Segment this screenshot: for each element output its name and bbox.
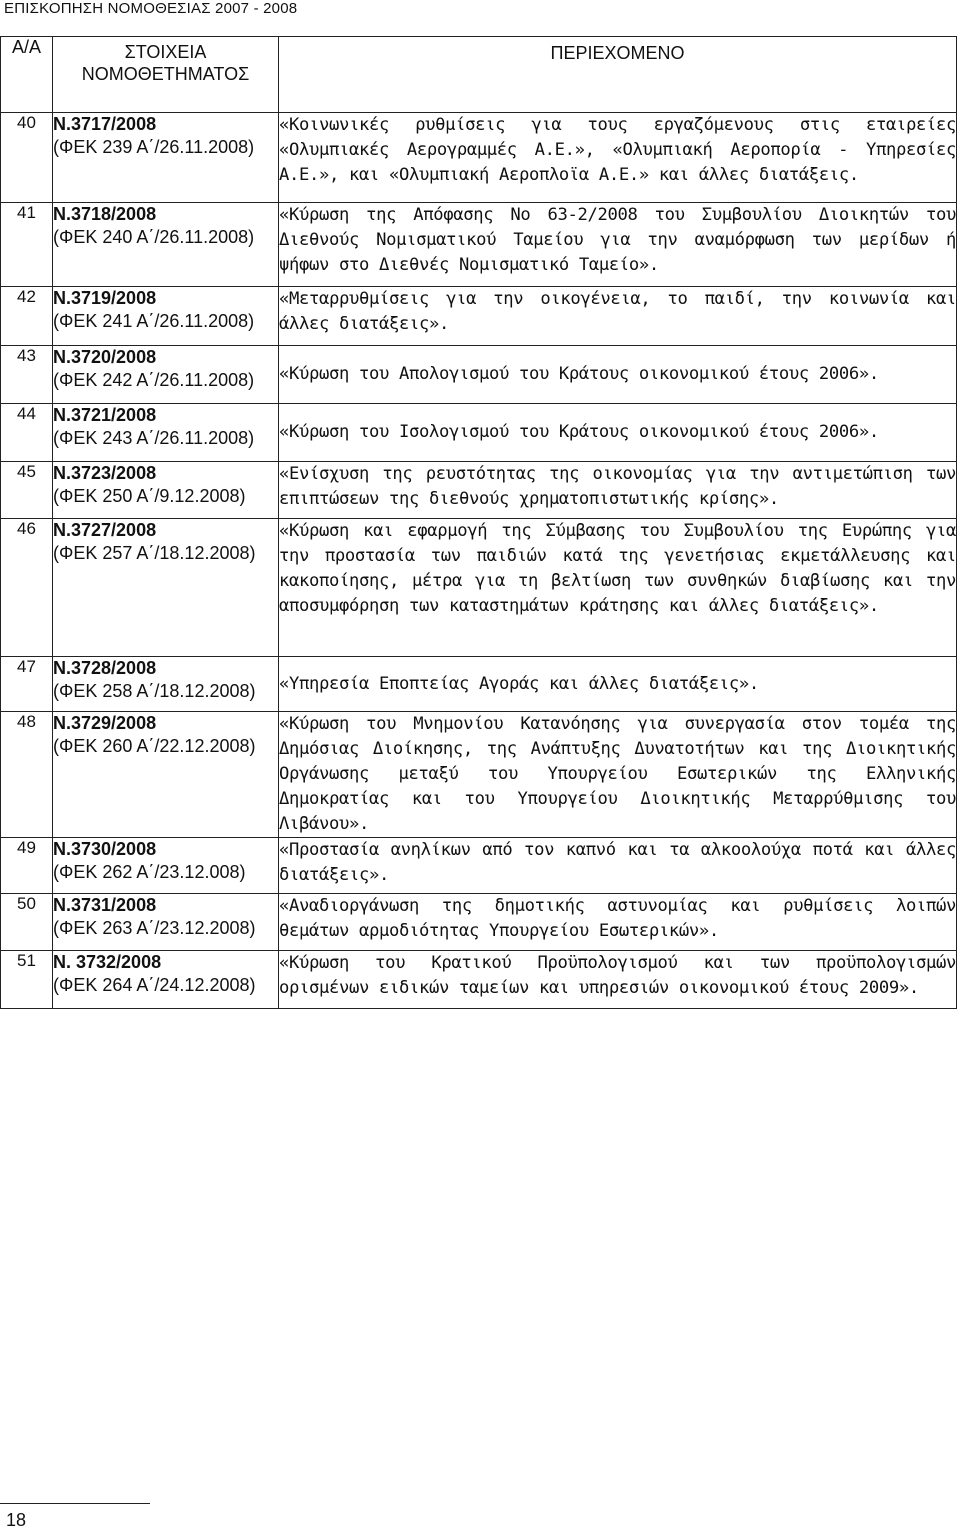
law-number: Ν. 3732/2008: [53, 952, 162, 972]
law-fek: (ΦΕΚ 257 Α΄/18.12.2008): [53, 543, 256, 563]
legislation-table: [0, 36, 957, 1009]
table-row: [1, 712, 957, 838]
law-number: Ν.3730/2008: [53, 839, 157, 859]
law-cell: [53, 404, 279, 462]
law-cell: [53, 838, 279, 894]
table-row: [1, 113, 957, 203]
table-row: [1, 203, 957, 287]
table-row: [1, 951, 957, 1009]
content-cell: «Κύρωση του Μνημονίου Κατανόησης για συνεργασία στον τομέα της Δημόσιας Διοίκησης, της Ανάπτυξης Δυνατοτήτων και της Διοικητικής Οργάνωσης μεταξύ του Υπουργείου Εσωτερικών της Ελληνικής Δημοκρατίας και του Υπουργείου Διοικητικής Μεταρρύθμισης του Λιβάνου».: [279, 712, 957, 838]
row-number: 49: [1, 838, 53, 894]
table-row: [1, 404, 957, 462]
row-number: 40: [1, 113, 53, 203]
table-row: [1, 894, 957, 951]
law-fek: (ΦΕΚ 242 Α΄/26.11.2008): [53, 370, 255, 390]
table-row: [1, 287, 957, 346]
row-number: 47: [1, 657, 53, 712]
law-cell: [53, 113, 279, 203]
law-cell: [53, 951, 279, 1009]
law-fek: (ΦΕΚ 262 Α΄/23.12.008): [53, 862, 246, 882]
law-cell: [53, 203, 279, 287]
row-number: 44: [1, 404, 53, 462]
law-number: Ν.3720/2008: [53, 347, 157, 367]
law-cell: [53, 346, 279, 404]
law-fek: (ΦΕΚ 250 Α΄/9.12.2008): [53, 486, 246, 506]
table-row: [1, 519, 957, 657]
law-number: Ν.3718/2008: [53, 204, 157, 224]
table-row: [1, 346, 957, 404]
law-number: Ν.3728/2008: [53, 658, 157, 678]
law-cell: [53, 657, 279, 712]
column-header-content: ΠΕΡΙΕΧΟΜΕΝΟ: [279, 37, 957, 113]
footer-divider: [0, 1503, 150, 1504]
law-number: Ν.3723/2008: [53, 463, 157, 483]
row-number: 51: [1, 951, 53, 1009]
law-number: Ν.3729/2008: [53, 713, 157, 733]
content-cell: «Ενίσχυση της ρευστότητας της οικονομίας για την αντιμετώπιση των επιπτώσεων της διεθνούς χρηματοπιστωτικής κρίσης».: [279, 462, 957, 519]
law-fek: (ΦΕΚ 241 Α΄/26.11.2008): [53, 311, 255, 331]
column-header-legislation-line1: ΣΤΟΙΧΕΙΑ: [124, 42, 207, 62]
law-fek: (ΦΕΚ 264 Α΄/24.12.2008): [53, 975, 256, 995]
law-fek: (ΦΕΚ 240 Α΄/26.11.2008): [53, 227, 255, 247]
law-cell: [53, 462, 279, 519]
content-cell: «Κοινωνικές ρυθμίσεις για τους εργαζόμενους στις εταιρείες «Ολυμπιακές Αερογραμμές Α.Ε.», «Ολυμπιακή Αεροπορία - Υπηρεσίες Α.Ε.», και «Ολυμπιακή Αεροπλοϊα Α.Ε.» και άλλες διατάξεις.: [279, 113, 957, 203]
column-header-legislation-line2: ΝΟΜΟΘΕΤΗΜΑΤΟΣ: [81, 64, 250, 84]
law-number: Ν.3719/2008: [53, 288, 157, 308]
law-cell: [53, 519, 279, 657]
table-row: [1, 838, 957, 894]
row-number: 50: [1, 894, 53, 951]
law-fek: (ΦΕΚ 239 Α΄/26.11.2008): [53, 137, 255, 157]
column-header-legislation: [53, 37, 279, 113]
law-cell: [53, 287, 279, 346]
table-row: [1, 657, 957, 712]
content-cell: «Κύρωση του Απολογισμού του Κράτους οικονομικού έτους 2006».: [279, 346, 957, 404]
content-cell: «Υπηρεσία Εποπτείας Αγοράς και άλλες διατάξεις».: [279, 657, 957, 712]
content-cell: «Κύρωση και εφαρμογή της Σύμβασης του Συμβουλίου της Ευρώπης για την προστασία των παιδιών κατά της γενετήσιας εκμετάλλευσης και κακοποίησης, μέτρα για τη βελτίωση των συνθηκών διαβίωσης και την αποσυμφόρηση των καταστημάτων κράτησης και άλλες διατάξεις».: [279, 519, 957, 657]
row-number: 48: [1, 712, 53, 838]
row-number: 41: [1, 203, 53, 287]
row-number: 43: [1, 346, 53, 404]
content-cell: «Αναδιοργάνωση της δημοτικής αστυνομίας και ρυθμίσεις λοιπών θεμάτων αρμοδιότητας Υπουργείου Εσωτερικών».: [279, 894, 957, 951]
law-cell: [53, 894, 279, 951]
law-fek: (ΦΕΚ 260 Α΄/22.12.2008): [53, 736, 256, 756]
law-number: Ν.3721/2008: [53, 405, 157, 425]
law-fek: (ΦΕΚ 258 Α΄/18.12.2008): [53, 681, 256, 701]
row-number: 46: [1, 519, 53, 657]
row-number: 42: [1, 287, 53, 346]
law-cell: [53, 712, 279, 838]
content-cell: «Κύρωση του Κρατικού Προϋπολογισμού και των προϋπολογισμών ορισμένων ειδικών ταμείων και υπηρεσιών οικονομικού έτους 2009».: [279, 951, 957, 1009]
column-header-number: Α/Α: [1, 37, 53, 113]
content-cell: «Μεταρρυθμίσεις για την οικογένεια, το παιδί, την κοινωνία και άλλες διατάξεις».: [279, 287, 957, 346]
law-number: Ν.3717/2008: [53, 114, 157, 134]
row-number: 45: [1, 462, 53, 519]
law-fek: (ΦΕΚ 243 Α΄/26.11.2008): [53, 428, 255, 448]
content-cell: «Κύρωση του Ισολογισμού του Κράτους οικονομικού έτους 2006».: [279, 404, 957, 462]
page-number: 18: [6, 1510, 27, 1530]
law-number: Ν.3731/2008: [53, 895, 157, 915]
table-header-row: [1, 37, 957, 113]
law-number: Ν.3727/2008: [53, 520, 157, 540]
content-cell: «Προστασία ανηλίκων από τον καπνό και τα αλκοολούχα ποτά και άλλες διατάξεις».: [279, 838, 957, 894]
table-row: [1, 462, 957, 519]
page-header-title: ΕΠΙΣΚΟΠΗΣΗ ΝΟΜΟΘΕΣΙΑΣ 2007 - 2008: [4, 0, 298, 17]
content-cell: «Κύρωση της Απόφασης Νο 63-2/2008 του Συμβουλίου Διοικητών του Διεθνούς Νομισματικού Ταμείου για την αναμόρφωση των μερίδων ή ψήφων στο Διεθνές Νομισματικό Ταμείο».: [279, 203, 957, 287]
law-fek: (ΦΕΚ 263 Α΄/23.12.2008): [53, 918, 256, 938]
